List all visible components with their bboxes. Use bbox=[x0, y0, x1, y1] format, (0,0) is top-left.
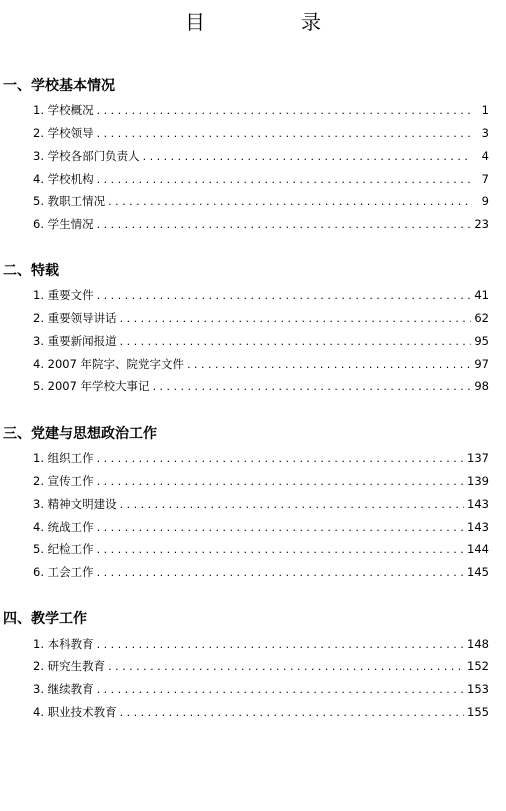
toc-entry[interactable] bbox=[33, 148, 489, 165]
entry-label: 5. 教职工情况 bbox=[33, 194, 106, 208]
entry-page-number: 41 bbox=[474, 288, 489, 302]
entry-page-number: 23 bbox=[474, 217, 489, 231]
entry-label: 5. 2007 年学校大事记 bbox=[33, 379, 150, 393]
toc-entry[interactable] bbox=[33, 564, 489, 581]
dot-leader bbox=[120, 497, 464, 513]
entry-label: 2. 重要领导讲话 bbox=[33, 311, 117, 325]
entry-page-number: 155 bbox=[467, 705, 489, 719]
dot-leader bbox=[97, 682, 464, 698]
entry-label: 5. 纪检工作 bbox=[33, 542, 94, 556]
entry-label: 4. 统战工作 bbox=[33, 520, 94, 534]
section-heading: 三、党建与思想政治工作 bbox=[3, 426, 157, 442]
section-heading: 二、特载 bbox=[3, 263, 59, 279]
entry-label: 4. 职业技术教育 bbox=[33, 705, 117, 719]
toc-entry[interactable] bbox=[33, 658, 489, 675]
toc-entry[interactable] bbox=[33, 125, 489, 142]
entry-label: 6. 工会工作 bbox=[33, 565, 94, 579]
entry-page-number: 153 bbox=[467, 682, 489, 696]
dot-leader bbox=[97, 451, 464, 467]
toc-entry[interactable] bbox=[33, 473, 489, 490]
entry-page-number: 9 bbox=[481, 194, 489, 208]
dot-leader bbox=[120, 311, 472, 327]
toc-entry[interactable] bbox=[33, 519, 489, 536]
page-title: 目 录 bbox=[185, 10, 359, 34]
entry-label: 6. 学生情况 bbox=[33, 217, 94, 231]
entry-page-number: 62 bbox=[474, 311, 489, 325]
dot-leader bbox=[187, 357, 471, 373]
dot-leader bbox=[97, 126, 472, 142]
toc-entry[interactable] bbox=[33, 450, 489, 467]
entry-label: 2. 学校领导 bbox=[33, 126, 94, 140]
entry-label: 1. 本科教育 bbox=[33, 637, 94, 651]
entry-label: 3. 继续教育 bbox=[33, 682, 94, 696]
entry-label: 1. 重要文件 bbox=[33, 288, 94, 302]
dot-leader bbox=[143, 149, 472, 165]
toc-entry[interactable] bbox=[33, 216, 489, 233]
dot-leader bbox=[97, 637, 464, 653]
dot-leader bbox=[108, 194, 472, 210]
entry-label: 1. 组织工作 bbox=[33, 451, 94, 465]
entry-label: 4. 2007 年院字、院党字文件 bbox=[33, 357, 185, 371]
entry-label: 3. 重要新闻报道 bbox=[33, 334, 117, 348]
entry-label: 4. 学校机构 bbox=[33, 172, 94, 186]
toc-entry[interactable] bbox=[33, 193, 489, 210]
dot-leader bbox=[97, 172, 472, 188]
entry-label: 2. 研究生教育 bbox=[33, 659, 106, 673]
dot-leader bbox=[153, 379, 472, 395]
dot-leader bbox=[97, 520, 464, 536]
entry-label: 2. 宣传工作 bbox=[33, 474, 94, 488]
dot-leader bbox=[97, 474, 464, 490]
entry-page-number: 144 bbox=[467, 542, 489, 556]
entry-page-number: 4 bbox=[481, 149, 489, 163]
entry-page-number: 3 bbox=[481, 126, 489, 140]
entry-page-number: 152 bbox=[467, 659, 489, 673]
entry-page-number: 137 bbox=[467, 451, 489, 465]
dot-leader bbox=[97, 103, 472, 119]
toc-entry[interactable] bbox=[33, 171, 489, 188]
toc-entry[interactable] bbox=[33, 636, 489, 653]
entry-page-number: 7 bbox=[481, 172, 489, 186]
toc-entry[interactable] bbox=[33, 704, 489, 721]
entry-page-number: 148 bbox=[467, 637, 489, 651]
dot-leader bbox=[120, 705, 464, 721]
toc-entry[interactable] bbox=[33, 102, 489, 119]
dot-leader bbox=[97, 217, 472, 233]
toc-entry[interactable] bbox=[33, 378, 489, 395]
toc-entry[interactable] bbox=[33, 310, 489, 327]
entry-page-number: 95 bbox=[474, 334, 489, 348]
toc-entry[interactable] bbox=[33, 496, 489, 513]
dot-leader bbox=[120, 334, 472, 350]
entry-page-number: 139 bbox=[467, 474, 489, 488]
entry-label: 3. 学校各部门负责人 bbox=[33, 149, 140, 163]
entry-page-number: 98 bbox=[474, 379, 489, 393]
toc-entry[interactable] bbox=[33, 287, 489, 304]
entry-page-number: 97 bbox=[474, 357, 489, 371]
dot-leader bbox=[108, 659, 464, 675]
toc-entry[interactable] bbox=[33, 681, 489, 698]
dot-leader bbox=[97, 565, 464, 581]
entry-page-number: 143 bbox=[467, 520, 489, 534]
toc-entry[interactable] bbox=[33, 333, 489, 350]
toc-entry[interactable] bbox=[33, 541, 489, 558]
entry-page-number: 1 bbox=[481, 103, 489, 117]
section-heading: 一、学校基本情况 bbox=[3, 78, 115, 94]
dot-leader bbox=[97, 288, 472, 304]
toc-entry[interactable] bbox=[33, 356, 489, 373]
entry-page-number: 145 bbox=[467, 565, 489, 579]
entry-page-number: 143 bbox=[467, 497, 489, 511]
dot-leader bbox=[97, 542, 464, 558]
entry-label: 3. 精神文明建设 bbox=[33, 497, 117, 511]
entry-label: 1. 学校概况 bbox=[33, 103, 94, 117]
section-heading: 四、教学工作 bbox=[3, 611, 87, 627]
